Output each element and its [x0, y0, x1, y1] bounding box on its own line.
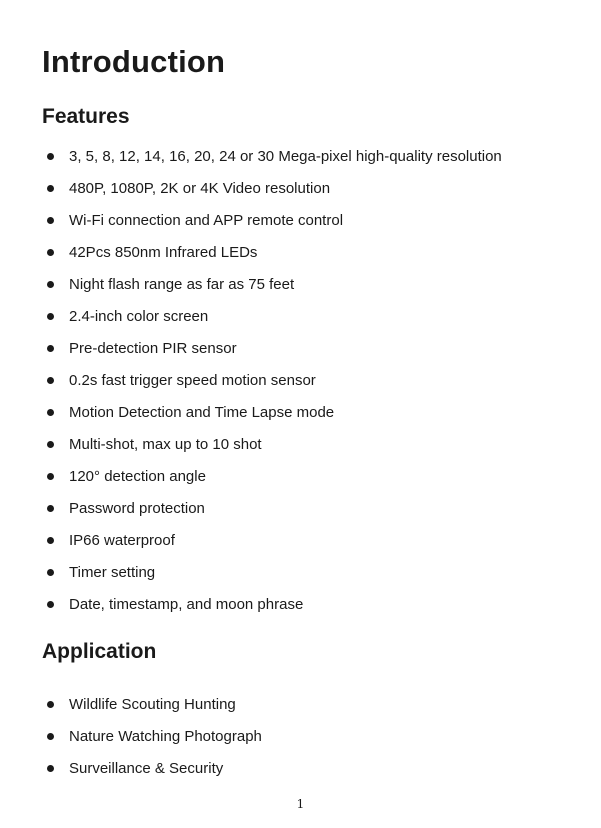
list-item: [47, 752, 262, 784]
list-item: [47, 428, 502, 460]
list-item-text: IP66 waterproof: [69, 531, 175, 549]
list-item: [47, 688, 262, 720]
bullet-icon: [47, 765, 54, 772]
list-item-text: 120° detection angle: [69, 467, 206, 485]
features-heading: Features: [42, 105, 130, 128]
bullet-icon: [47, 377, 54, 384]
bullet-icon: [47, 249, 54, 256]
list-item-text: 2.4-inch color screen: [69, 307, 209, 325]
list-item-text: Wildlife Scouting Hunting: [69, 695, 236, 713]
list-item-text: 3, 5, 8, 12, 14, 16, 20, 24 or 30 Mega-pixel high-quality resolution: [69, 147, 502, 165]
list-item: [47, 300, 502, 332]
page-title: Introduction: [42, 44, 226, 79]
list-item: [47, 236, 502, 268]
list-item-text: Night flash range as far as 75 feet: [69, 275, 295, 293]
list-item-text: Surveillance & Security: [69, 759, 224, 777]
list-item: [47, 172, 502, 204]
bullet-icon: [47, 345, 54, 352]
list-item-text: Timer setting: [69, 563, 156, 581]
bullet-icon: [47, 185, 54, 192]
list-item: [47, 268, 502, 300]
page-number: 1: [296, 797, 305, 811]
bullet-icon: [47, 537, 54, 544]
bullet-icon: [47, 409, 54, 416]
bullet-icon: [47, 505, 54, 512]
list-item: [47, 524, 502, 556]
bullet-icon: [47, 733, 54, 740]
list-item-text: 0.2s fast trigger speed motion sensor: [69, 371, 316, 389]
list-item: [47, 396, 502, 428]
bullet-icon: [47, 217, 54, 224]
list-item-text: 42Pcs 850nm Infrared LEDs: [69, 243, 258, 261]
list-item-text: Wi-Fi connection and APP remote control: [69, 211, 344, 229]
bullet-icon: [47, 601, 54, 608]
list-item-text: Nature Watching Photograph: [69, 727, 262, 745]
list-item: [47, 556, 502, 588]
list-item: [47, 588, 502, 620]
list-item: [47, 204, 502, 236]
bullet-icon: [47, 473, 54, 480]
bullet-icon: [47, 281, 54, 288]
list-item-text: Password protection: [69, 499, 205, 517]
list-item: [47, 492, 502, 524]
list-item-text: 480P, 1080P, 2K or 4K Video resolution: [69, 179, 331, 197]
list-item-text: Date, timestamp, and moon phrase: [69, 595, 304, 613]
list-item-text: Pre-detection PIR sensor: [69, 339, 237, 357]
bullet-icon: [47, 313, 54, 320]
bullet-icon: [47, 569, 54, 576]
list-item: [47, 140, 502, 172]
features-list: [47, 140, 502, 620]
list-item-text: Multi-shot, max up to 10 shot: [69, 435, 262, 453]
list-item: [47, 720, 262, 752]
list-item-text: Motion Detection and Time Lapse mode: [69, 403, 335, 421]
list-item: [47, 364, 502, 396]
bullet-icon: [47, 441, 54, 448]
list-item: [47, 460, 502, 492]
bullet-icon: [47, 701, 54, 708]
application-heading: Application: [42, 640, 157, 663]
application-list: [47, 688, 262, 784]
bullet-icon: [47, 153, 54, 160]
list-item: [47, 332, 502, 364]
